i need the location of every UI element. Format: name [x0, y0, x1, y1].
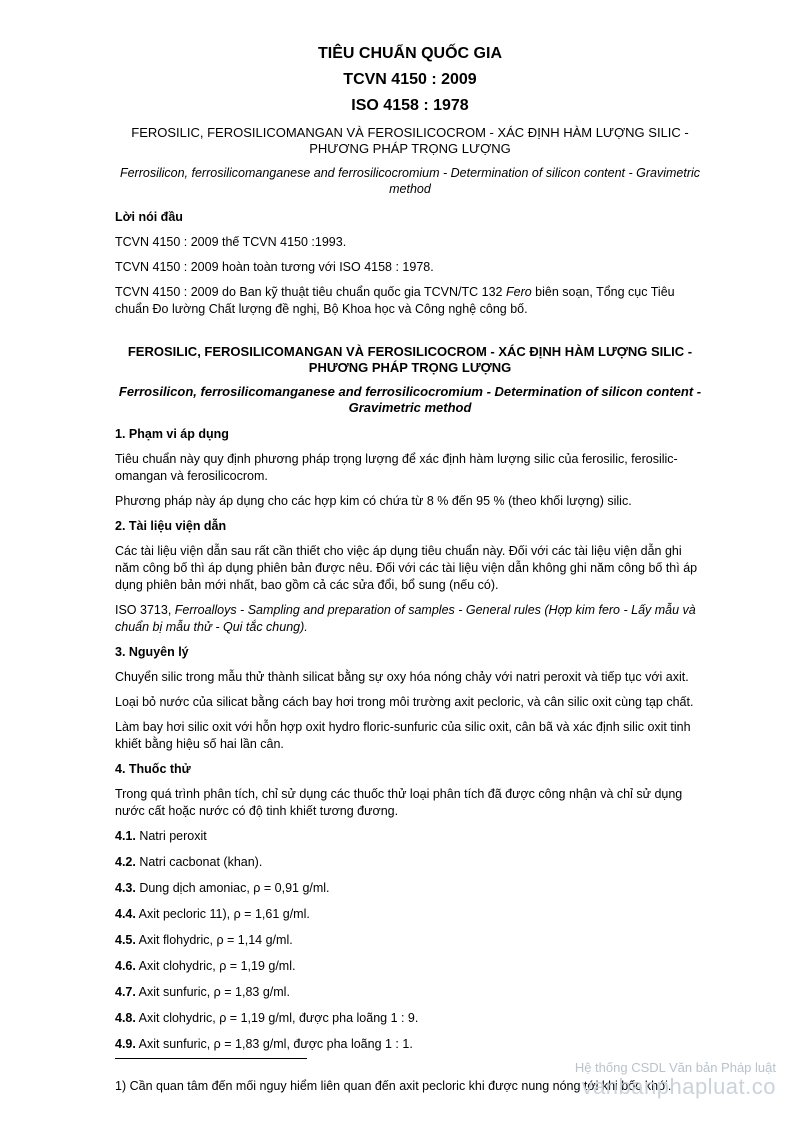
- standard-title: TIÊU CHUẨN QUỐC GIA: [318, 45, 502, 62]
- section-4-heading: 4. Thuốc thử: [115, 762, 191, 776]
- foreword-heading: Lời nói đầu: [115, 210, 183, 224]
- standard-name-vi: FEROSILIC, FEROSILICOMANGAN VÀ FEROSILICOCROM - XÁC ĐỊNH HÀM LƯỢNG SILIC - PHƯƠNG PHÁP TRỌNG LƯỢNG: [131, 125, 689, 156]
- body-title-vi: FEROSILIC, FEROSILICOMANGAN VÀ FEROSILICOCROM - XÁC ĐỊNH HÀM LƯỢNG SILIC - PHƯƠNG PHÁP TRỌNG LƯỢNG: [127, 344, 693, 375]
- reagent-item: [115, 958, 705, 975]
- section-4-paragraph-1: Trong quá trình phân tích, chỉ sử dụng các thuốc thử loại phân tích đã được công nhận và chỉ sử dụng nước cất hoặc nước có độ tinh khiết tương đương.: [115, 787, 683, 818]
- reagent-number: 4.2.: [115, 855, 136, 869]
- section-3-heading: 3. Nguyên lý: [115, 645, 189, 659]
- reagent-text: Axit clohydric, ρ = 1,19 g/ml.: [135, 959, 296, 973]
- reagent-text: Axit sunfuric, ρ = 1,83 g/ml.: [135, 985, 290, 999]
- section-2-reference: [115, 602, 705, 636]
- section-2-paragraph-1: Các tài liệu viện dẫn sau rất cần thiết cho việc áp dụng tiêu chuẩn này. Đối với các tài liệu viện dẫn ghi năm công bố thì áp dụng phiên bản được nêu. Đối với các tài liệu viện dẫn không ghi năm công bố thì áp dụng phiên bản mới nhất, bao gồm cả các sửa đổi, bổ sung (nếu có).: [115, 544, 698, 592]
- document-content: [115, 44, 705, 1062]
- reagent-text: Axit sunfuric, ρ = 1,83 g/ml, được pha loãng 1 : 1.: [135, 1037, 413, 1051]
- reagent-text: Axit pecloric 11), ρ = 1,61 g/ml.: [135, 907, 310, 921]
- reagent-text: Dung dịch amoniac, ρ = 0,91 g/ml.: [135, 881, 330, 895]
- reagent-number: 4.5.: [115, 933, 136, 947]
- foreword-p3-italic: Fero: [505, 285, 532, 299]
- section-2-heading: 2. Tài liệu viện dẫn: [115, 519, 227, 533]
- section-3-paragraph-1: Chuyển silic trong mẫu thử thành silicat bằng sự oxy hóa nóng chảy với natri peroxit và tiếp tục với axit.: [115, 670, 689, 684]
- reagent-item: [115, 906, 705, 923]
- reference-code: ISO 3713,: [115, 603, 175, 617]
- footnote-divider: [115, 1058, 307, 1059]
- foreword-p3-end: biên soạn, Tổng cục Tiêu chuẩn Đo lường Chất lượng đề nghị, Bộ Khoa học và Công nghệ công bố.: [115, 285, 675, 316]
- reagent-item: [115, 880, 705, 897]
- reagent-text: Axit flohydric, ρ = 1,14 g/ml.: [135, 933, 293, 947]
- standard-name-en: Ferrosilicon, ferrosilicomanganese and ferrosilicocromium - Determination of silicon content - Gravimetric method: [119, 166, 701, 196]
- section-1-paragraph-1: Tiêu chuẩn này quy định phương pháp trọng lượng để xác định hàm lượng silic của ferosilic, ferosilic-omangan và ferosilicocrom.: [115, 452, 678, 483]
- reagent-number: 4.4.: [115, 907, 136, 921]
- section-3-paragraph-2: Loại bỏ nước của silicat bằng cách bay hơi trong môi trường axit pecloric, và cân silic oxit cùng tạp chất.: [115, 695, 694, 709]
- reagent-item: [115, 828, 705, 845]
- reagent-item: [115, 984, 705, 1001]
- section-1-paragraph-2: Phương pháp này áp dụng cho các hợp kim có chứa từ 8 % đến 95 % (theo khối lượng) silic.: [115, 494, 632, 508]
- reagent-item: [115, 932, 705, 949]
- foreword-p3-start: TCVN 4150 : 2009 do Ban kỹ thuật tiêu chuẩn quốc gia TCVN/TC 132: [115, 285, 506, 299]
- body-title-en: Ferrosilicon, ferrosilicomanganese and ferrosilicocromium - Determination of silicon content - Gravimetric method: [118, 384, 702, 415]
- reagent-item: [115, 854, 705, 871]
- reagent-number: 4.6.: [115, 959, 136, 973]
- reference-title: Ferroalloys - Sampling and preparation of samples - General rules (Hợp kim fero - Lấy mẫu và chuẩn bị mẫu thử - Qui tắc chung).: [115, 603, 696, 634]
- reagent-text: Natri cacbonat (khan).: [135, 855, 263, 869]
- reagent-number: 4.9.: [115, 1037, 136, 1051]
- reagent-item: [115, 1036, 705, 1053]
- reagent-number: 4.8.: [115, 1011, 136, 1025]
- section-1-heading: 1. Phạm vi áp dụng: [115, 427, 229, 441]
- reagent-text: Axit clohydric, ρ = 1,19 g/ml, được pha loãng 1 : 9.: [135, 1011, 419, 1025]
- reagent-number: 4.7.: [115, 985, 136, 999]
- reagent-number: 4.3.: [115, 881, 136, 895]
- reagent-item: [115, 1010, 705, 1027]
- reagent-text: Natri peroxit: [135, 829, 207, 843]
- reagent-number: 4.1.: [115, 829, 136, 843]
- section-3-paragraph-3: Làm bay hơi silic oxit với hỗn hợp oxit hydro floric-sunfuric của silic oxit, cân bã và xác định silic oxit tinh khiết bằng hiệu số hai lần cân.: [115, 720, 691, 751]
- foreword-paragraph-1: TCVN 4150 : 2009 thế TCVN 4150 :1993.: [115, 235, 347, 249]
- watermark-line-2: vanbanphapluat.co: [581, 1074, 776, 1099]
- foreword-paragraph-2: TCVN 4150 : 2009 hoàn toàn tương với ISO 4158 : 1978.: [115, 260, 434, 274]
- standard-code-iso: ISO 4158 : 1978: [351, 97, 469, 114]
- watermark-line-1: Hệ thống CSDL Văn bản Pháp luật: [574, 1060, 776, 1075]
- foreword-paragraph-3: [115, 284, 705, 318]
- standard-code-tcvn: TCVN 4150 : 2009: [343, 71, 477, 88]
- footnote: 1) Cần quan tâm đến mối nguy hiểm liên quan đến axit pecloric khi được nung nóng tới khi bốc khói.: [115, 1079, 672, 1093]
